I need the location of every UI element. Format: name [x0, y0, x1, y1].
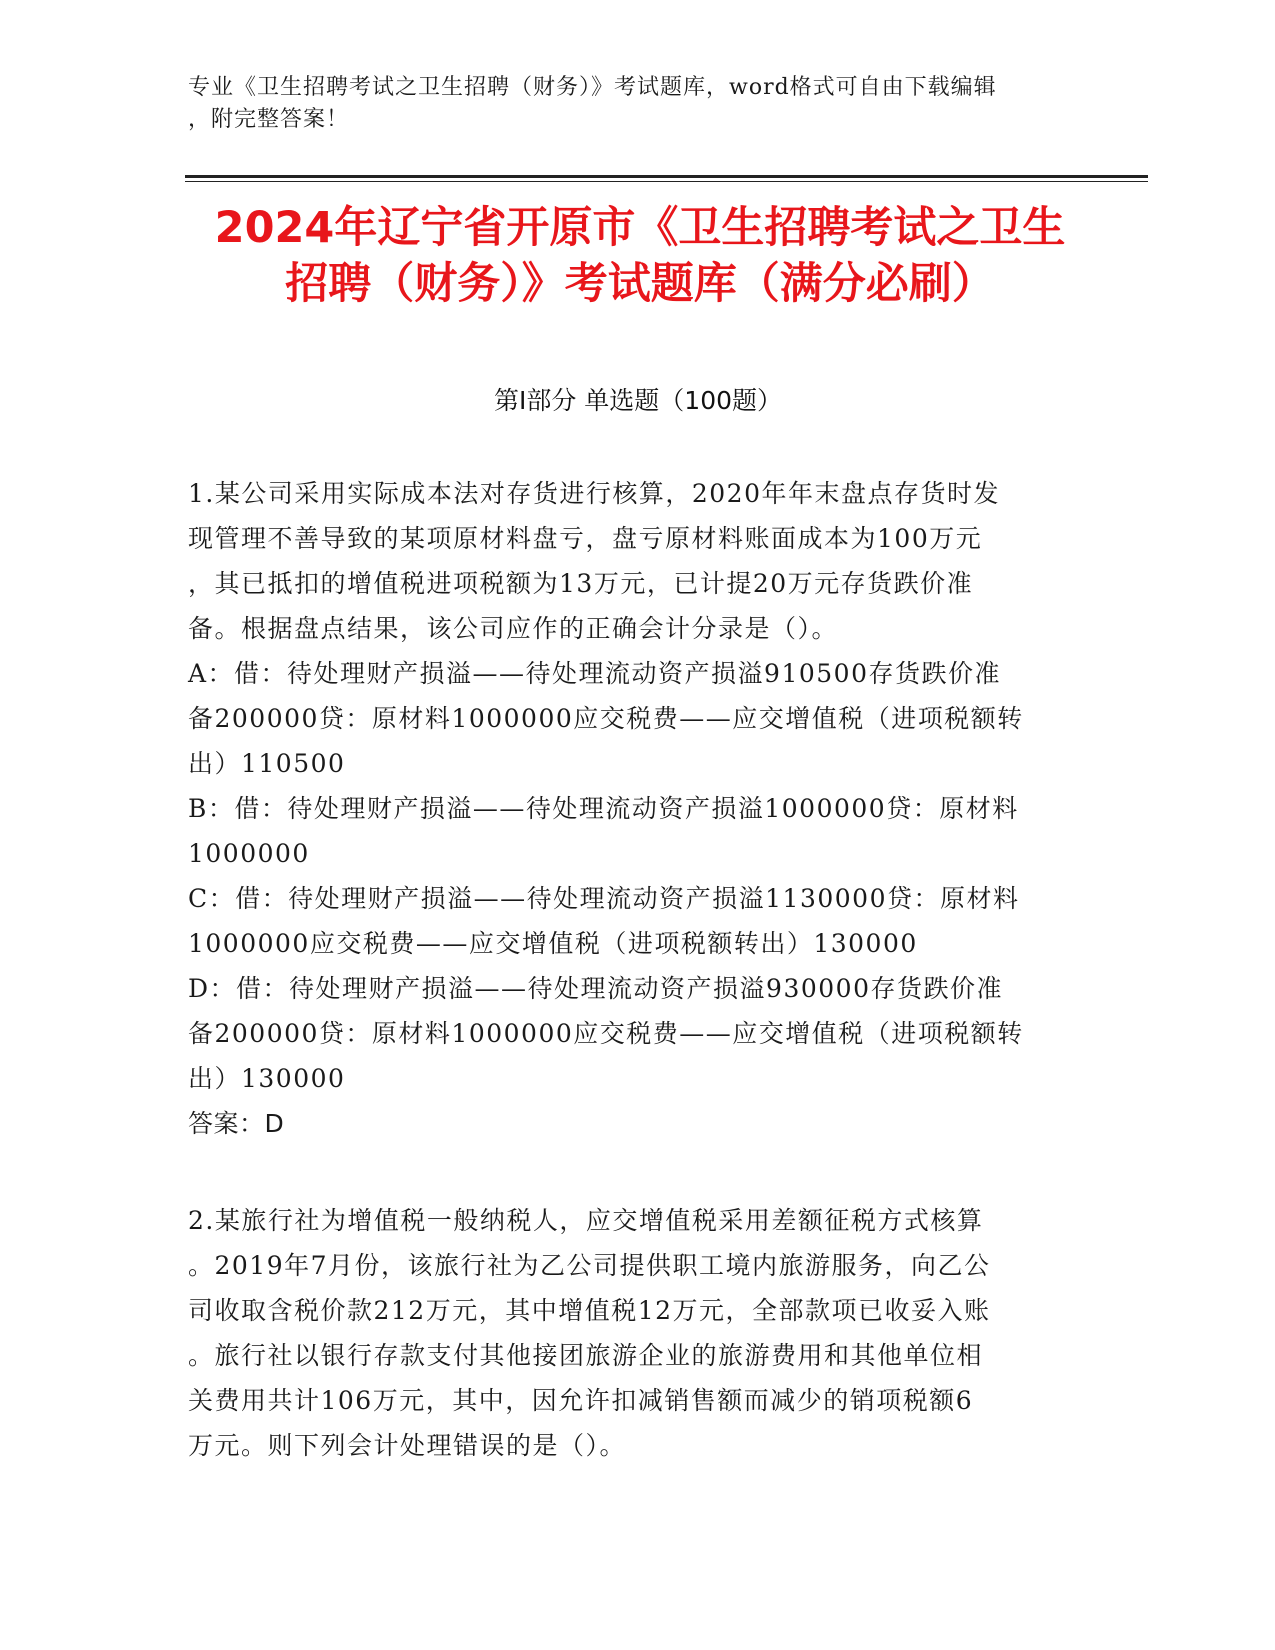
header-divider-thick: [185, 175, 1148, 178]
question-stem-line: 。2019年7月份，该旅行社为乙公司提供职工境内旅游服务，向乙公: [188, 1251, 991, 1280]
option-a-line: A：借：待处理财产损溢——待处理流动资产损溢910500存货跌价准: [188, 659, 1001, 688]
title-line: 2024年辽宁省开原市《卫生招聘考试之卫生: [214, 203, 1066, 253]
question-stem-line: ，其已抵扣的增值税进项税额为13万元，已计提20万元存货跌价准: [188, 569, 974, 598]
question-stem-line: 万元。则下列会计处理错误的是（）。: [188, 1431, 627, 1460]
option-d-line: D：借：待处理财产损溢——待处理流动资产损溢930000存货跌价准: [188, 974, 1003, 1003]
document-title: [180, 200, 1100, 312]
option-a-line: 出）110500: [188, 749, 346, 778]
option-d-line: 备200000贷：原材料1000000应交税费——应交增值税（进项税额转: [188, 1019, 1024, 1048]
option-c-line: C：借：待处理财产损溢——待处理流动资产损溢1130000贷：原材料: [188, 884, 1020, 913]
question-2: [188, 1198, 1068, 1468]
question-stem-line: 备。根据盘点结果，该公司应作的正确会计分录是（）。: [188, 614, 839, 643]
option-b-line: 1000000: [188, 839, 310, 868]
header-note-line: ，附完整答案！: [188, 107, 350, 132]
title-line: 招聘（财务）》考试题库（满分必刷）: [285, 259, 995, 309]
header-divider-thin: [185, 181, 1148, 182]
header-note-line: 专业《卫生招聘考试之卫生招聘（财务）》考试题库，word格式可自由下载编辑: [188, 75, 997, 100]
option-c-line: 1000000应交税费——应交增值税（进项税额转出）130000: [188, 929, 918, 958]
section-heading: 第Ⅰ部分 单选题（100题）: [493, 386, 783, 415]
question-stem-line: 。旅行社以银行存款支付其他接团旅游企业的旅游费用和其他单位相: [188, 1341, 984, 1370]
option-a-line: 备200000贷：原材料1000000应交税费——应交增值税（进项税额转: [188, 704, 1024, 733]
question-stem-line: 司收取含税价款212万元，其中增值税12万元，全部款项已收妥入账: [188, 1296, 991, 1325]
header-note: [188, 72, 1068, 136]
option-d-line: 出）130000: [188, 1064, 346, 1093]
question-stem-line: 关费用共计106万元，其中，因允许扣减销售额而减少的销项税额6: [188, 1386, 974, 1415]
question-stem-line: 1.某公司采用实际成本法对存货进行核算，2020年年末盘点存货时发: [188, 479, 1000, 508]
question-stem-line: 2.某旅行社为增值税一般纳税人，应交增值税采用差额征税方式核算: [188, 1206, 984, 1235]
option-b-line: B：借：待处理财产损溢——待处理流动资产损溢1000000贷：原材料: [188, 794, 1019, 823]
question-stem-line: 现管理不善导致的某项原材料盘亏，盘亏原材料账面成本为100万元: [188, 524, 983, 553]
answer-label: 答案：D: [188, 1109, 285, 1138]
question-1: [188, 471, 1068, 1146]
